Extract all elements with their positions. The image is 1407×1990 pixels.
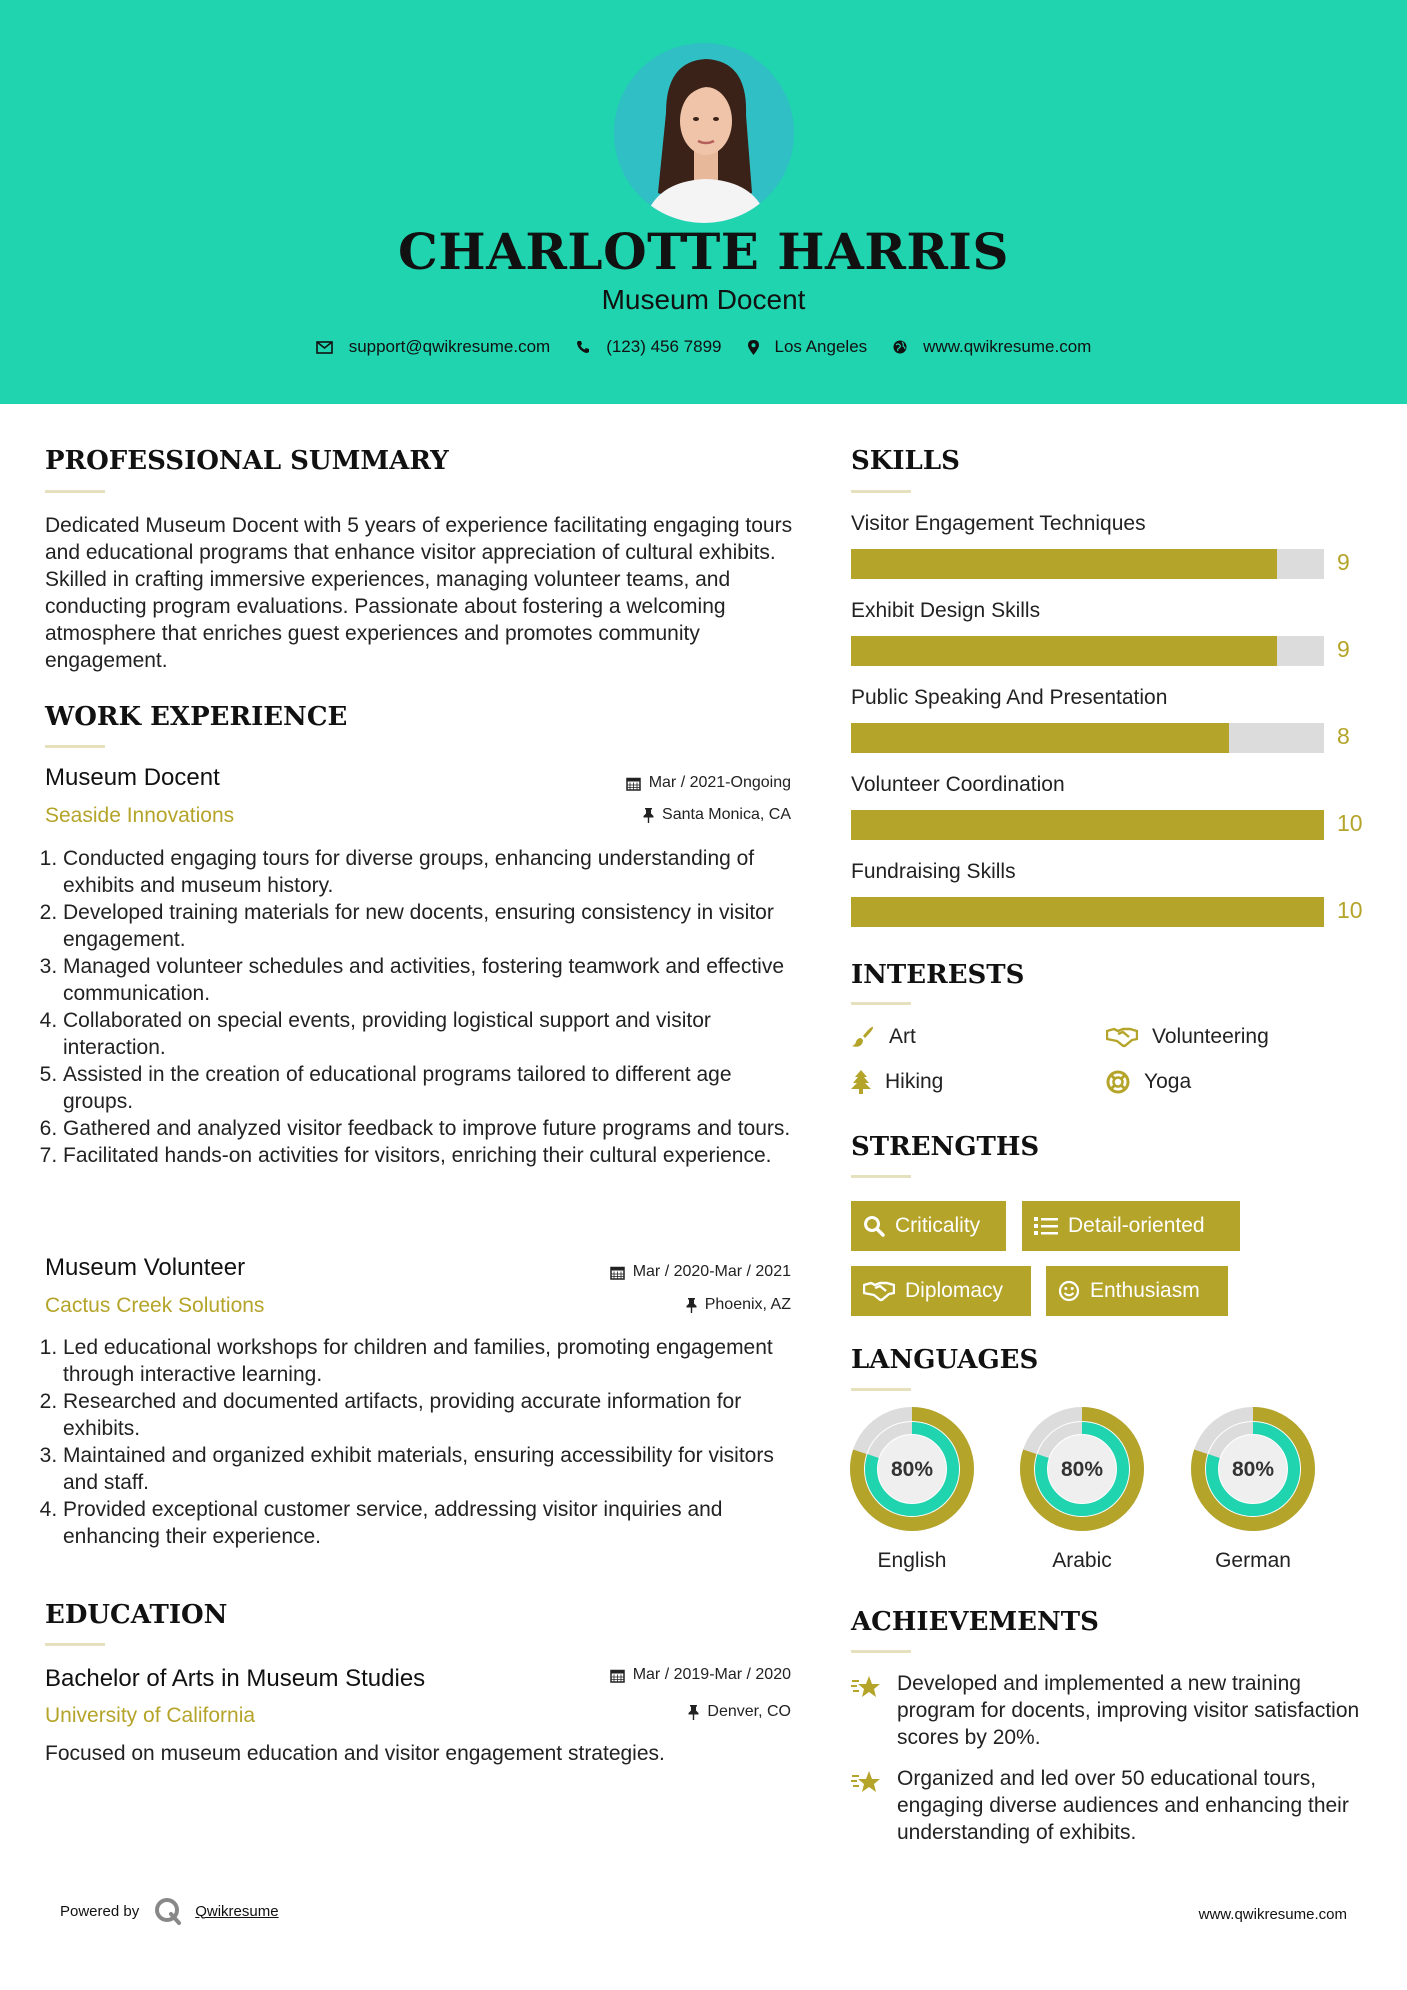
interest-label: Hiking bbox=[885, 1070, 944, 1093]
smile-icon bbox=[1058, 1280, 1080, 1302]
languages-heading: LANGUAGES bbox=[851, 1345, 1039, 1375]
strength-tag-criticality bbox=[851, 1201, 1006, 1251]
education-location bbox=[470, 1703, 791, 1721]
footer-website[interactable]: www.qwikresume.com bbox=[1198, 1906, 1347, 1923]
footer-powered-by bbox=[60, 1896, 279, 1926]
interest-label: Volunteering bbox=[1152, 1025, 1269, 1048]
lifebuoy-icon bbox=[1106, 1070, 1130, 1094]
achievements-underline bbox=[851, 1650, 911, 1653]
skill-score: 9 bbox=[1337, 636, 1350, 662]
contact-email[interactable] bbox=[316, 337, 551, 357]
skill-bar-track bbox=[851, 636, 1324, 666]
strength-label: Criticality bbox=[895, 1214, 981, 1237]
qwikresume-logo-icon bbox=[153, 1896, 183, 1926]
portrait-image bbox=[614, 43, 794, 223]
phone-icon bbox=[576, 340, 590, 354]
education-degree: Bachelor of Arts in Museum Studies bbox=[45, 1665, 426, 1692]
pushpin-icon bbox=[643, 808, 654, 823]
strength-label: Enthusiasm bbox=[1090, 1279, 1200, 1302]
map-pin-icon bbox=[748, 340, 759, 355]
list-item: 3. Managed volunteer schedules and activities, fostering teamwork and effective communication. bbox=[63, 953, 795, 1007]
language-ring bbox=[1020, 1407, 1144, 1531]
achievement-text: Organized and led over 50 educational tours, engaging diverse audiences and enhancing their understanding of exhibits. bbox=[897, 1767, 1349, 1844]
interest-yoga bbox=[1106, 1070, 1191, 1094]
skill-label: Exhibit Design Skills bbox=[851, 599, 1041, 622]
language-ring bbox=[850, 1407, 974, 1531]
skill-score: 10 bbox=[1337, 810, 1363, 836]
achievement-item bbox=[851, 1670, 1371, 1751]
list-item: 6. Gathered and analyzed visitor feedback to improve future programs and tours. bbox=[63, 1115, 795, 1142]
skill-label: Visitor Engagement Techniques bbox=[851, 512, 1146, 535]
contact-website[interactable] bbox=[893, 337, 1091, 357]
contact-email-text: support@qwikresume.com bbox=[348, 337, 551, 356]
skill-score: 8 bbox=[1337, 723, 1350, 749]
job-location bbox=[470, 806, 791, 824]
skill-label: Public Speaking And Presentation bbox=[851, 686, 1168, 709]
skill-bar-fill bbox=[851, 810, 1324, 840]
education-heading: EDUCATION bbox=[45, 1600, 228, 1630]
star-icon bbox=[851, 1674, 881, 1700]
job-title: Museum Docent bbox=[45, 764, 220, 791]
strength-label: Detail-oriented bbox=[1068, 1214, 1205, 1237]
interests-heading: INTERESTS bbox=[851, 960, 1025, 990]
summary-text: Dedicated Museum Docent with 5 years of experience facilitating engaging tours and educational programs that enhance visitor appreciation of cultural exhibits. Skilled in crafting immersive experiences, managing volunteer teams, and conducting program evaluations. Passionate about fostering a welcoming atmosphere that enriches guest experiences and promotes community engagement. bbox=[45, 514, 793, 672]
interest-hiking bbox=[851, 1070, 943, 1094]
interest-label: Art bbox=[889, 1025, 916, 1048]
experience-heading: WORK EXPERIENCE bbox=[45, 702, 348, 732]
skill-label: Fundraising Skills bbox=[851, 860, 1016, 883]
skill-bar-fill bbox=[851, 549, 1277, 579]
list-item: 3. Maintained and organized exhibit materials, ensuring accessibility for visitors and staff. bbox=[63, 1442, 795, 1496]
achievement-item bbox=[851, 1765, 1371, 1846]
summary-underline bbox=[45, 490, 105, 493]
skill-bar-track bbox=[851, 723, 1324, 753]
calendar-icon bbox=[610, 1668, 625, 1683]
powered-by-text: Powered by bbox=[60, 1902, 140, 1920]
job-company: Seaside Innovations bbox=[45, 804, 235, 827]
skills-underline bbox=[851, 490, 911, 493]
contact-location-text: Los Angeles bbox=[774, 337, 868, 356]
job-dates bbox=[470, 1263, 791, 1281]
job-duties-list bbox=[45, 845, 795, 1169]
handshake-icon bbox=[863, 1280, 895, 1302]
contact-phone[interactable] bbox=[576, 337, 721, 357]
search-icon bbox=[863, 1215, 885, 1237]
list-icon bbox=[1034, 1216, 1058, 1236]
language-ring bbox=[1191, 1407, 1315, 1531]
list-item: 5. Assisted in the creation of educational programs tailored to different age groups. bbox=[63, 1061, 795, 1115]
language-item bbox=[1020, 1407, 1144, 1573]
strengths-underline bbox=[851, 1175, 911, 1178]
skill-bar-fill bbox=[851, 897, 1324, 927]
skill-bar-track bbox=[851, 897, 1324, 927]
skill-score: 9 bbox=[1337, 549, 1350, 575]
pushpin-icon bbox=[688, 1705, 699, 1720]
education-dates bbox=[470, 1666, 791, 1684]
strength-tag-detail-oriented bbox=[1022, 1201, 1240, 1251]
skills-heading: SKILLS bbox=[851, 446, 960, 476]
handshake-icon bbox=[1106, 1026, 1138, 1048]
skill-bar-fill bbox=[851, 723, 1229, 753]
language-percent: 80% bbox=[1231, 1458, 1275, 1481]
language-item bbox=[1191, 1407, 1315, 1573]
paintbrush-icon bbox=[851, 1025, 875, 1049]
interest-art bbox=[851, 1025, 916, 1049]
calendar-icon bbox=[626, 776, 641, 791]
calendar-icon bbox=[610, 1265, 625, 1280]
globe-icon bbox=[893, 340, 907, 354]
education-school: University of California bbox=[45, 1704, 256, 1727]
language-item bbox=[850, 1407, 974, 1573]
skill-score: 10 bbox=[1337, 897, 1363, 923]
strength-label: Diplomacy bbox=[905, 1279, 1004, 1302]
achievement-text: Developed and implemented a new training program for docents, improving visitor satisfaction scores by 20%. bbox=[897, 1672, 1360, 1749]
language-name: Arabic bbox=[1052, 1549, 1112, 1572]
education-location-text: Denver, CO bbox=[707, 1703, 791, 1720]
job-dates-text: Mar / 2020-Mar / 2021 bbox=[632, 1263, 791, 1280]
language-name: German bbox=[1215, 1549, 1291, 1572]
skill-bar-track bbox=[851, 549, 1324, 579]
candidate-title: Museum Docent bbox=[601, 284, 806, 315]
list-item: 7. Facilitated hands-on activities for visitors, enriching their cultural experience. bbox=[63, 1142, 795, 1169]
experience-underline bbox=[45, 745, 105, 748]
profile-photo bbox=[614, 43, 794, 223]
achievements-heading: ACHIEVEMENTS bbox=[851, 1607, 1099, 1637]
contact-website-text: www.qwikresume.com bbox=[923, 337, 1092, 356]
education-underline bbox=[45, 1643, 105, 1646]
language-percent: 80% bbox=[1060, 1458, 1104, 1481]
job-company: Cactus Creek Solutions bbox=[45, 1294, 265, 1317]
list-item: 4. Collaborated on special events, providing logistical support and visitor interaction. bbox=[63, 1007, 795, 1061]
envelope-icon bbox=[316, 341, 333, 354]
summary-heading: PROFESSIONAL SUMMARY bbox=[45, 446, 449, 476]
job-location bbox=[470, 1296, 791, 1314]
strengths-heading: STRENGTHS bbox=[851, 1132, 1040, 1162]
resume-header bbox=[0, 0, 1407, 404]
interest-volunteering bbox=[1106, 1025, 1269, 1049]
job-duties-list bbox=[45, 1334, 795, 1550]
contact-phone-text: (123) 456 7899 bbox=[606, 337, 722, 356]
list-item: 1. Led educational workshops for children and families, promoting engagement through interactive learning. bbox=[63, 1334, 795, 1388]
job-dates bbox=[470, 774, 791, 792]
contact-bar bbox=[0, 337, 1407, 357]
tree-icon bbox=[851, 1070, 871, 1094]
job-location-text: Santa Monica, CA bbox=[662, 806, 791, 823]
interest-label: Yoga bbox=[1144, 1070, 1192, 1093]
list-item: 2. Developed training materials for new docents, ensuring consistency in visitor engagement. bbox=[63, 899, 795, 953]
education-description: Focused on museum education and visitor engagement strategies. bbox=[45, 1742, 665, 1765]
languages-underline bbox=[851, 1388, 911, 1391]
job-title: Museum Volunteer bbox=[45, 1254, 246, 1281]
language-percent: 80% bbox=[890, 1458, 934, 1481]
language-name: English bbox=[877, 1549, 947, 1572]
strength-tag-enthusiasm bbox=[1046, 1266, 1228, 1316]
pushpin-icon bbox=[686, 1298, 697, 1313]
strength-tag-diplomacy bbox=[851, 1266, 1031, 1316]
skill-bar-fill bbox=[851, 636, 1277, 666]
job-dates-text: Mar / 2021-Ongoing bbox=[648, 774, 791, 791]
list-item: 1. Conducted engaging tours for diverse groups, enhancing understanding of exhibits and museum history. bbox=[63, 845, 795, 899]
education-dates-text: Mar / 2019-Mar / 2020 bbox=[632, 1666, 791, 1683]
contact-location bbox=[748, 337, 868, 357]
brand-link[interactable]: Qwikresume bbox=[195, 1902, 279, 1920]
star-icon bbox=[851, 1769, 881, 1795]
skill-bar-track bbox=[851, 810, 1324, 840]
candidate-name: CHARLOTTE HARRIS bbox=[398, 222, 1009, 281]
skill-label: Volunteer Coordination bbox=[851, 773, 1065, 796]
list-item: 2. Researched and documented artifacts, providing accurate information for exhibits. bbox=[63, 1388, 795, 1442]
job-location-text: Phoenix, AZ bbox=[704, 1296, 791, 1313]
list-item: 4. Provided exceptional customer service, addressing visitor inquiries and enhancing their experience. bbox=[63, 1496, 795, 1550]
interests-underline bbox=[851, 1002, 911, 1005]
